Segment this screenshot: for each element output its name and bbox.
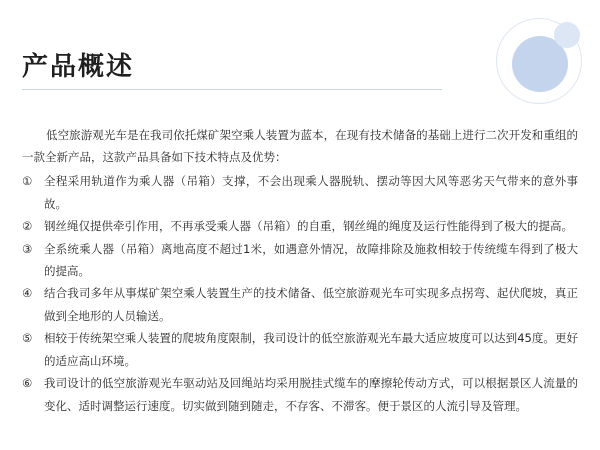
list-item bbox=[22, 282, 578, 327]
title-divider bbox=[22, 89, 442, 90]
list-item bbox=[22, 327, 578, 372]
page-title: 产品概述 bbox=[22, 52, 135, 82]
list-marker: ⑥ bbox=[22, 376, 33, 391]
list-item-text: 我司设计的低空旅游观光车驱动站及回绳站均采用脱挂式缆车的摩擦轮传动方式，可以根据景区人流量的变化、适时调整运行速度。切实做到随到随走，不存客、不滞客。便于景区的人流引导及管理。 bbox=[44, 376, 578, 413]
list-marker: ③ bbox=[22, 241, 33, 256]
intro-paragraph: 低空旅游观光车是在我司依托煤矿架空乘人装置为蓝本，在现有技术储备的基础上进行二次开发和重组的一款全新产品，这款产品具备如下技术特点及优势： bbox=[22, 127, 578, 164]
list-item bbox=[22, 170, 578, 215]
list-item bbox=[22, 372, 578, 417]
feature-list bbox=[22, 170, 578, 417]
list-marker: ② bbox=[22, 219, 33, 234]
list-item-text: 全程采用轨道作为乘人器（吊箱）支撑，不会出现乘人器脱轨、摆动等因大风等恶劣天气带来的意外事故。 bbox=[44, 174, 578, 211]
title-block bbox=[22, 52, 442, 90]
decorative-circles bbox=[480, 0, 600, 120]
circle-small-shape bbox=[554, 22, 580, 48]
list-item-text: 相较于传统架空乘人装置的爬坡角度限制，我司设计的低空旅游观光车最大适应坡度可以达到45度。更好的适应高山环境。 bbox=[44, 331, 578, 368]
body-block bbox=[22, 112, 578, 417]
list-item-text: 全系统乘人器（吊箱）离地高度不超过1米，如遇意外情况，故障排除及施救相较于传统缆车得到了极大的提高。 bbox=[44, 241, 578, 279]
list-item bbox=[22, 238, 578, 283]
list-marker: ⑤ bbox=[22, 331, 33, 346]
list-item bbox=[22, 215, 578, 237]
circle-large-shape bbox=[512, 36, 568, 92]
list-item-text: 钢丝绳仅提供牵引作用，不再承受乘人器（吊箱）的自重，钢丝绳的绳度及运行性能得到了极大的提高。 bbox=[44, 219, 573, 234]
list-marker: ④ bbox=[22, 286, 33, 301]
list-marker: ① bbox=[22, 174, 33, 189]
circle-outline-shape bbox=[496, 18, 582, 104]
list-item-text: 结合我司多年从事煤矿架空乘人装置生产的技术储备、低空旅游观光车可实现多点拐弯、起伏爬坡，真正做到全地形的人员输送。 bbox=[44, 286, 578, 323]
